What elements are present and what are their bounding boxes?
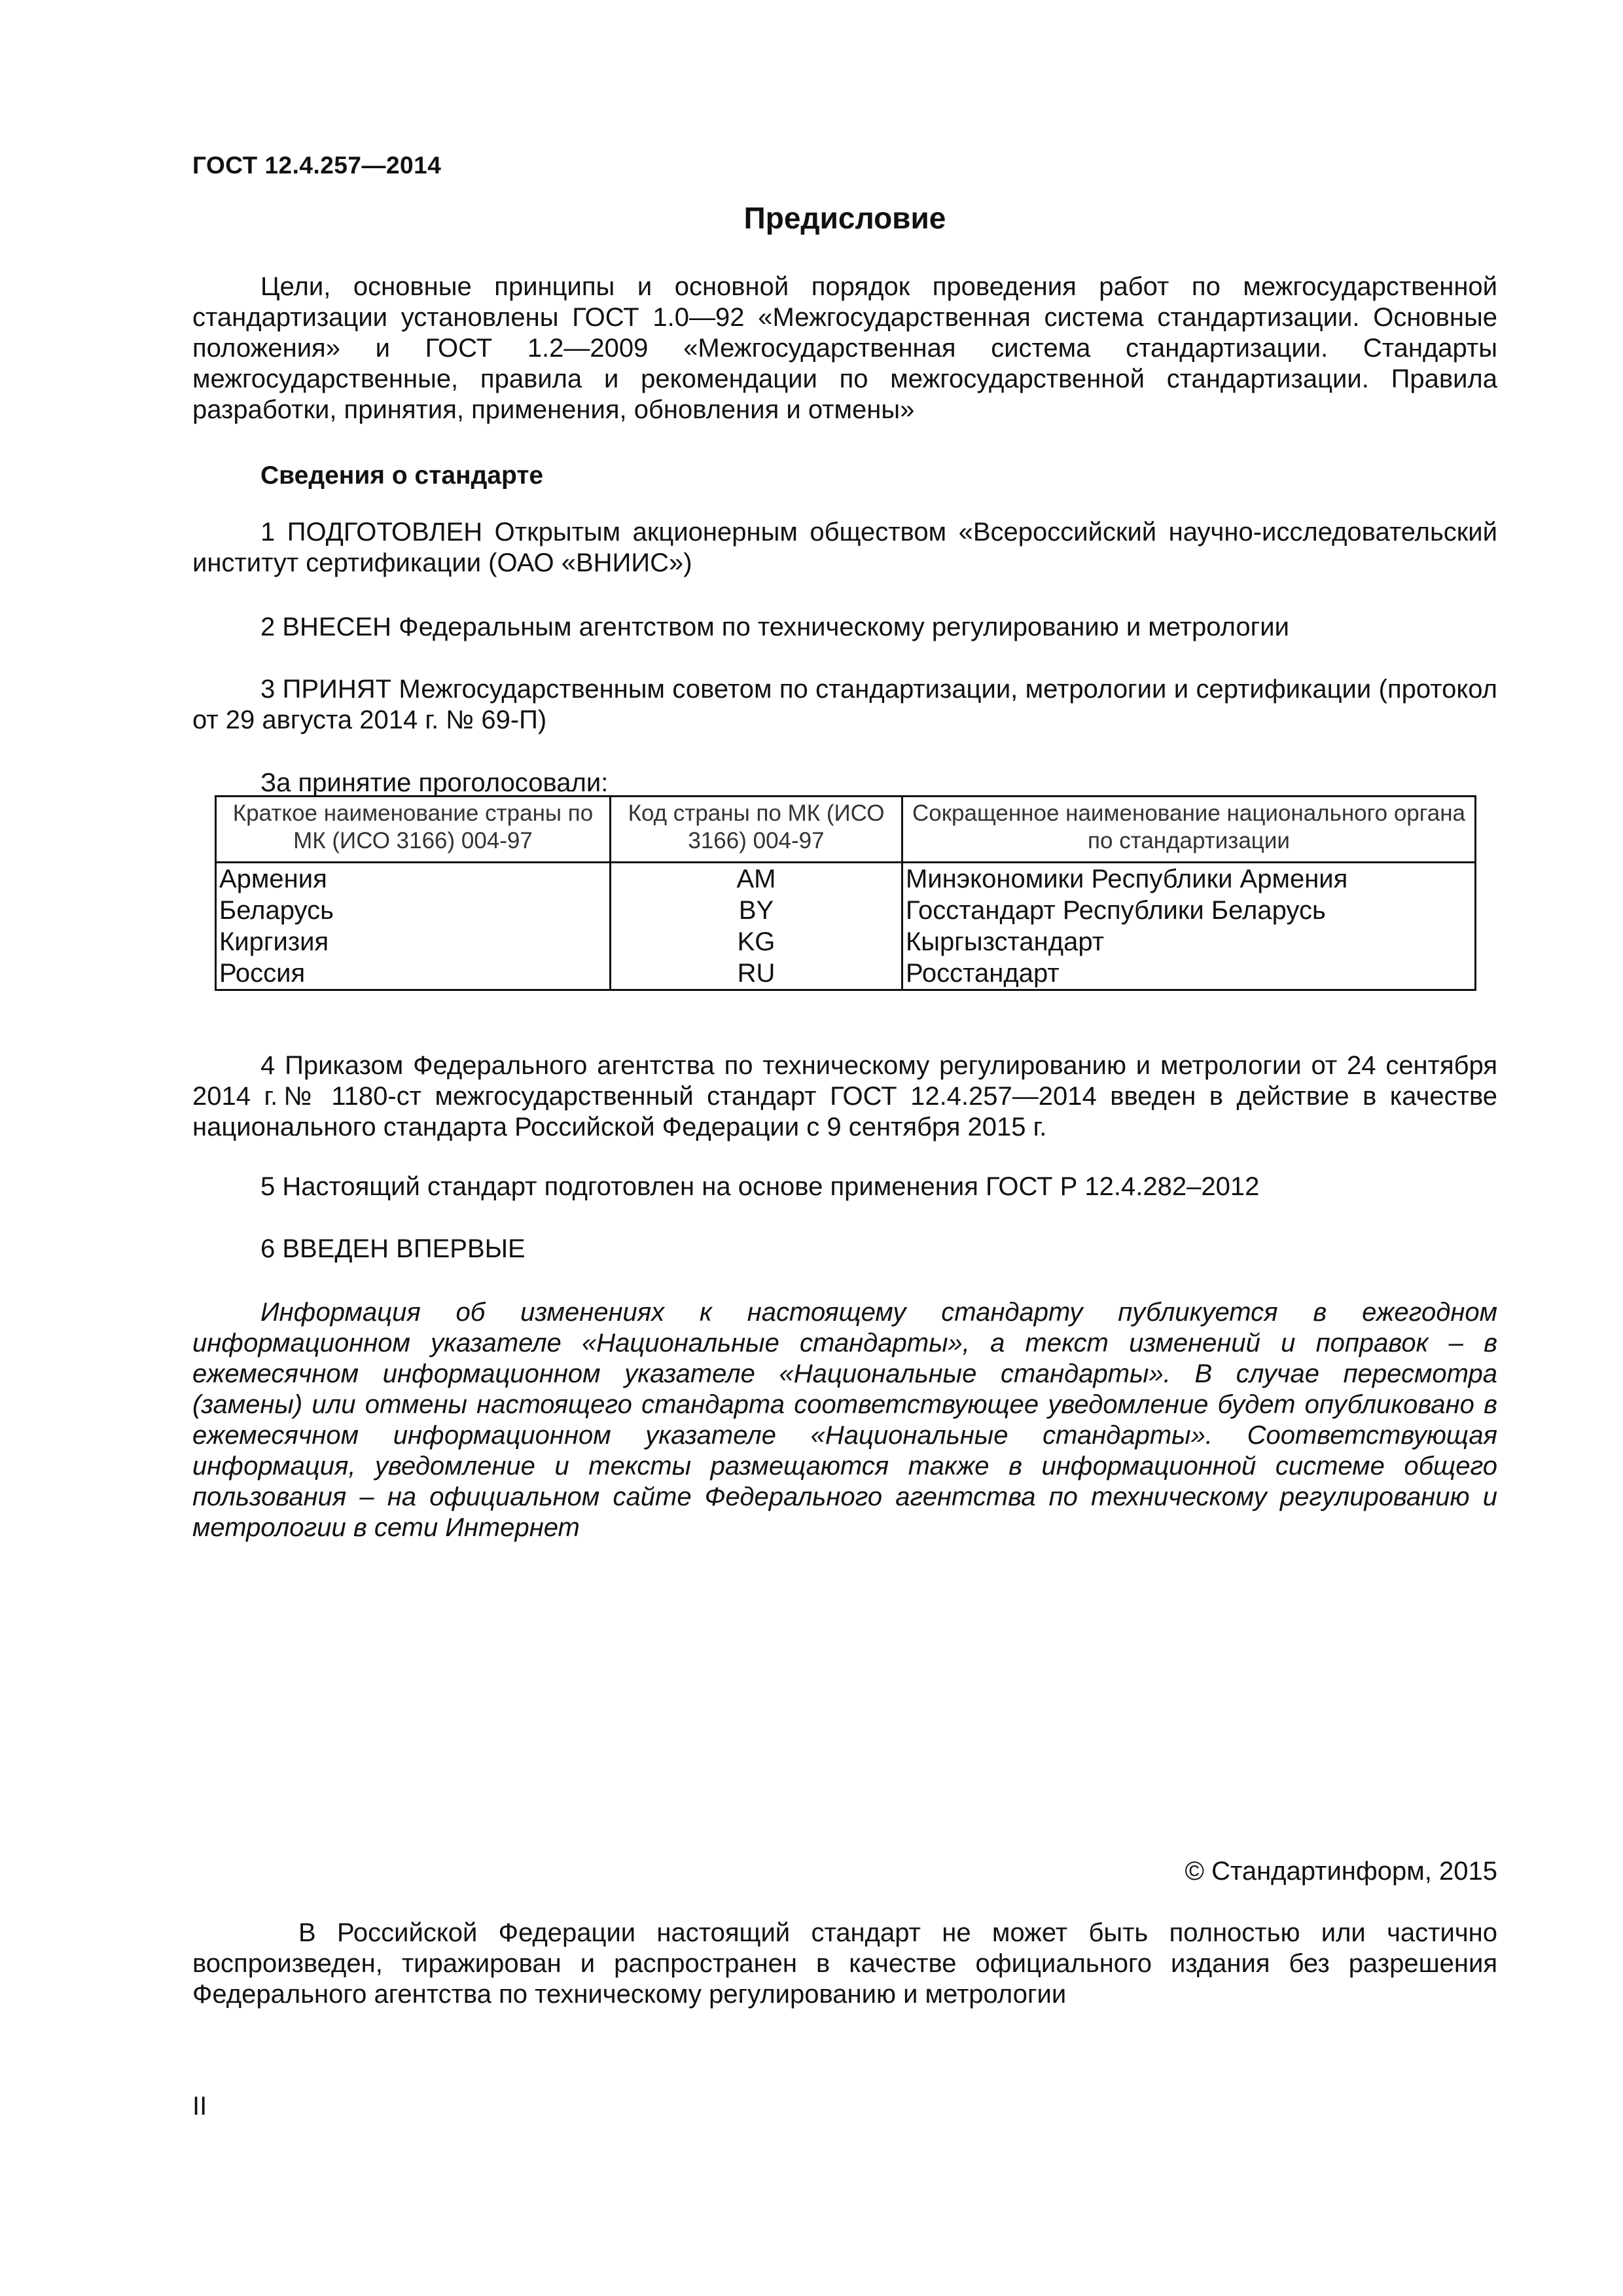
cell-country: Киргизия (216, 926, 611, 958)
item-introduced: 2 ВНЕСЕН Федеральным агентством по техническому регулированию и метрологии (260, 613, 1289, 641)
cell-body: Кыргызстандарт (902, 926, 1476, 958)
votes-label: За принятие проголосовали: (260, 768, 609, 797)
table-row (216, 926, 1476, 958)
item-basis: 5 Настоящий стандарт подготовлен на основе применения ГОСТ Р 12.4.282–2012 (260, 1172, 1260, 1201)
column-header-body: Сокращенное наименование национального органа по стандартизации (902, 797, 1476, 863)
intro-paragraph: Цели, основные принципы и основной порядок проведения работ по межгосударственной стандартизации установлены ГОСТ 1.0—92 «Межгосударственная система стандартизации. Основные положения» и ГОСТ 1.2—2009 «Межгосударственная система стандартизации. Стандарты межгосударственные, правила и рекомендации по межгосударственной стандартизации. Правила разработки, принятия, применения, обновления и отмены» (192, 272, 1497, 424)
cell-body: Росстандарт (902, 958, 1476, 990)
item-prepared: 1 ПОДГОТОВЛЕН Открытым акционерным обществом «Всероссийский научно-исследовательский институт сертификации (ОАО «ВНИИС») (192, 518, 1497, 577)
column-header-code: Код страны по МК (ИСО 3166) 004-97 (611, 797, 902, 863)
document-code: ГОСТ 12.4.257—2014 (192, 152, 442, 179)
table-row (216, 863, 1476, 895)
info-heading: Сведения о стандарте (260, 461, 544, 490)
votes-table (215, 795, 1476, 991)
cell-code: AM (611, 863, 902, 895)
table-row (216, 895, 1476, 926)
item-first-introduced: 6 ВВЕДЕН ВПЕРВЫЕ (260, 1234, 526, 1263)
cell-country: Россия (216, 958, 611, 990)
table-row (216, 958, 1476, 990)
cell-country: Беларусь (216, 895, 611, 926)
item-enacted: 4 Приказом Федерального агентства по техническому регулированию и метрологии от 24 сентября 2014 г.№ 1180-ст межгосударственный стандарт ГОСТ 12.4.257—2014 введен в действие в качестве национального стандарта Российской Федерации с 9 сентября 2015 г. (192, 1051, 1497, 1141)
cell-code: BY (611, 895, 902, 926)
cell-body: Госстандарт Республики Беларусь (902, 895, 1476, 926)
column-header-country: Краткое наименование страны по МК (ИСО 3166) 004-97 (216, 797, 611, 863)
item-adopted: 3 ПРИНЯТ Межгосударственным советом по стандартизации, метрологии и сертификации (протокол от 29 августа 2014 г. № 69-П) (192, 675, 1497, 734)
reproduction-notice: В Российской Федерации настоящий стандарт не может быть полностью или частично воспроизведен, тиражирован и распространен в качестве официального издания без разрешения Федерального агентства по техническому регулированию и метрологии (192, 1918, 1497, 2009)
cell-country: Армения (216, 863, 611, 895)
cell-code: KG (611, 926, 902, 958)
votes-table-header (216, 797, 1476, 863)
cell-body: Минэкономики Республики Армения (902, 863, 1476, 895)
page-number: II (192, 2092, 207, 2121)
changes-notice: Информация об изменениях к настоящему стандарту публикуется в ежегодном информационном указателе «Национальные стандарты», а текст изменений и поправок – в ежемесячном информационном указателе «Национальные стандарты». В случае пересмотра (замены) или отмены настоящего стандарта соответствующее уведомление будет опубликовано в ежемесячном информационном указателе «Национальные стандарты». Соответствующая информация, уведомление и тексты размещаются также в информационной системе общего пользования – на официальном сайте Федерального агентства по техническому регулированию и метрологии в сети Интернет (192, 1298, 1497, 1542)
cell-code: RU (611, 958, 902, 990)
page-title: Предисловие (743, 201, 946, 235)
copyright-line: © Стандартинформ, 2015 (1185, 1857, 1497, 1886)
